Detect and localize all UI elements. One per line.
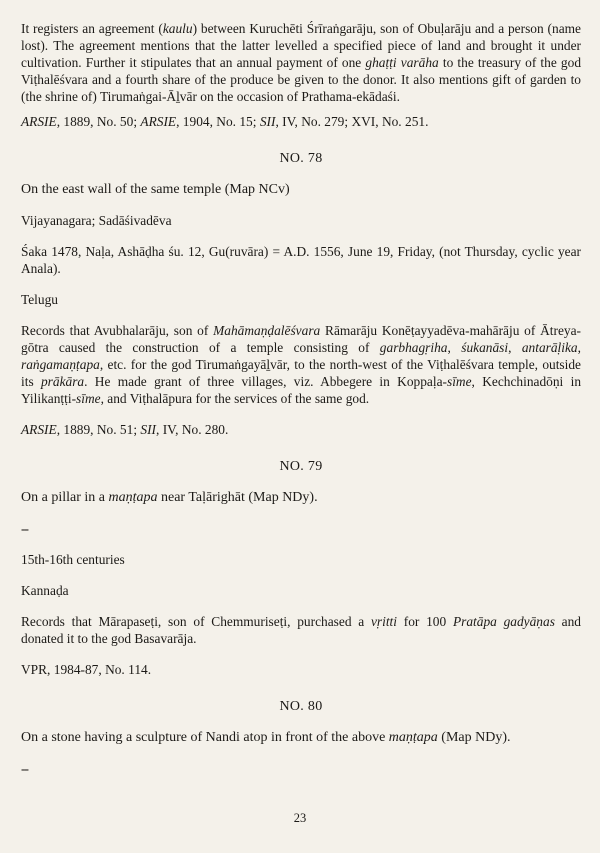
page-number: 23 — [293, 811, 307, 825]
inscription-78-description: Records that Avubhalarāju, son of Mahāmaṇḍalēśvara Rāmarāju Konēṭayyadēva-mahārāju of Ātreya-gōtra caused the construction of a temple consisting of garbhagṛiha, śukanāsi, antarāḷika, raṅgamaṇṭapa, etc. for the god Tirumaṅgayāḻvār, to the north-west of the Viṭhalēśvara temple, outside its prākāra. He made grant of three villages, viz. Abbegere in Koppaḷa-sīme, Kechchinadōṇi in Yilikanṭṭi-sīme, and Viṭhalāpura for the services of the same god. — [21, 323, 582, 406]
inscription-78-date: Śaka 1478, Naḷa, Ashāḍha śu. 12, Gu(ruvāra) = A.D. 1556, June 19, Friday, (not Thursday, cyclic year Anala). — [21, 244, 581, 276]
inscription-77-references: ARSIE, 1889, No. 50; ARSIE, 1904, No. 15; SII, IV, No. 279; XVI, No. 251. — [21, 114, 429, 129]
inscription-80-dynasty-placeholder: -- — [21, 761, 28, 776]
inscription-79-dynasty-placeholder: -- — [21, 521, 28, 536]
inscription-79-references: VPR, 1984-87, No. 114. — [21, 662, 152, 677]
inscription-77-description: It registers an agreement (kaulu) between Kuruchēti Śrīraṅgarāju, son of Obuḷarāju and a person (name lost). The agreement mentions that the latter levelled a specified piece of land and brought it under cultivation. Further it stipulates that an annual payment of one ghaṭṭi varāha to the treasury of the god Viṭhalēśvara and a fourth share of the produce be given to the donor. It also mentions gift of garden to (the shrine of) Tirumaṅgai-Āḻvār on the occasion of Prathama-ekādaśi. — [21, 21, 582, 104]
inscription-79-date: 15th-16th centuries — [21, 552, 125, 567]
inscription-80-location: On a stone having a sculpture of Nandi atop in front of the above maṇṭapa (Map NDy). — [21, 730, 511, 745]
inscription-78-heading: NO. 78 — [279, 151, 323, 166]
inscription-78-location: On the east wall of the same temple (Map NCv) — [21, 182, 290, 197]
inscription-78-references: ARSIE, 1889, No. 51; SII, IV, No. 280. — [21, 422, 229, 437]
inscription-78-language: Telugu — [21, 292, 58, 307]
inscription-79-description: Records that Mārapaseṭi, son of Chemmuriseṭi, purchased a vṛitti for 100 Pratāpa gadyāṇas and donated it to the god Basavarāja. — [21, 614, 581, 646]
inscription-78-dynasty: Vijayanagara; Sadāśivadēva — [21, 213, 172, 228]
inscription-80-heading: NO. 80 — [279, 699, 323, 714]
inscription-79-location: On a pillar in a maṇṭapa near Taḷārighāt (Map NDy). — [21, 490, 318, 505]
inscription-79-heading: NO. 79 — [279, 459, 323, 474]
inscription-79-language: Kannaḍa — [21, 583, 69, 598]
